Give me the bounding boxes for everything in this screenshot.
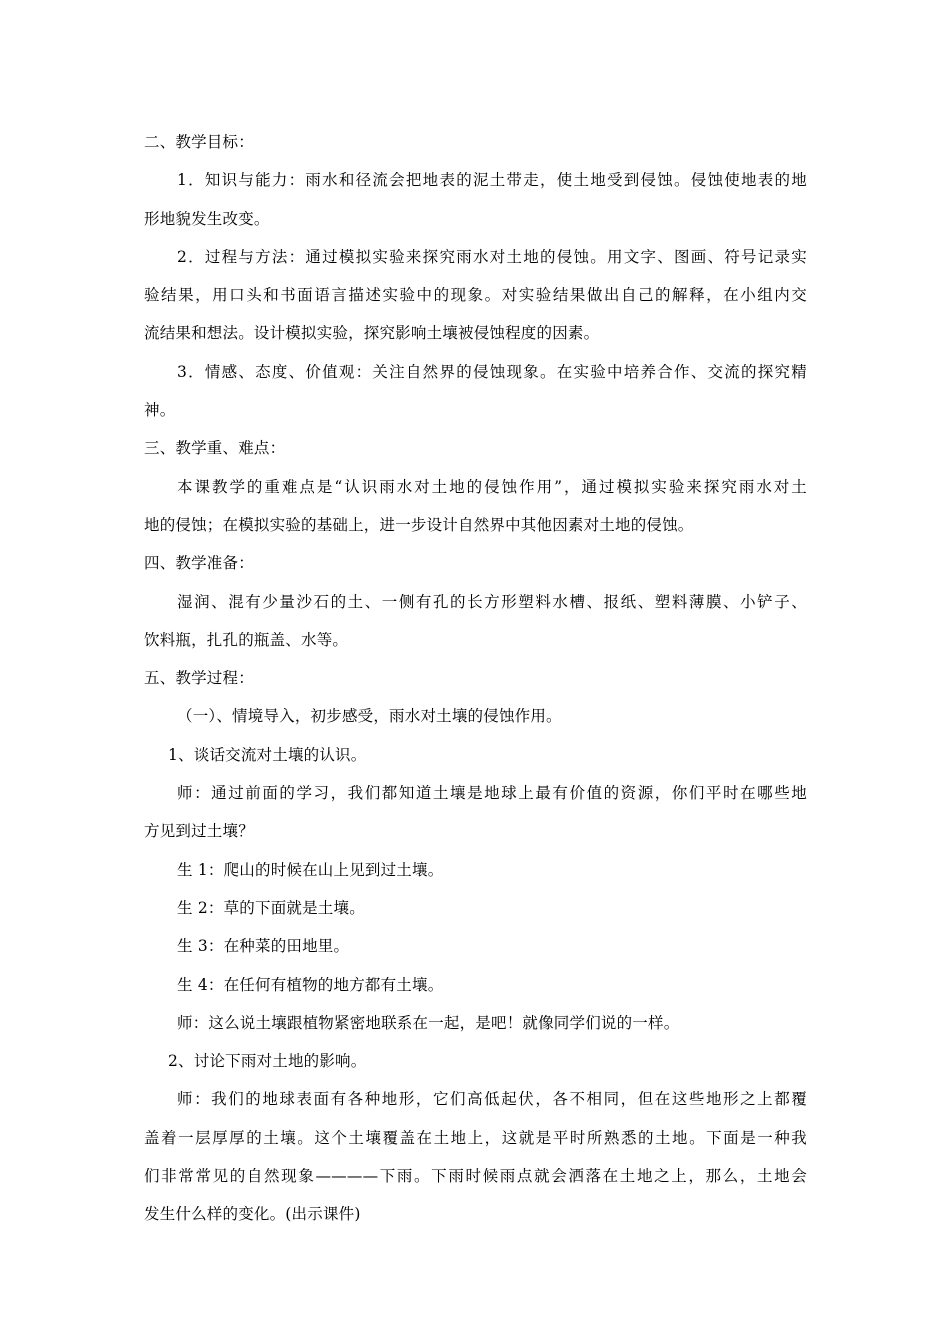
paragraph-line: 形地貌发生改变。 bbox=[144, 209, 270, 228]
paragraph-line: 流结果和想法。设计模拟实验，探究影响土壤被侵蚀程度的因素。 bbox=[144, 324, 600, 343]
dialogue-line: 生 4：在任何有植物的地方都有土壤。 bbox=[177, 975, 444, 994]
dialogue-line: 生 3：在种菜的田地里。 bbox=[177, 937, 350, 956]
paragraph-line: 盖着一层厚厚的土壤。这个土壤覆盖在土地上，这就是平时所熟悉的土地。下面是一种我 bbox=[144, 1128, 807, 1147]
subheading-line: 1、谈话交流对土壤的认识。 bbox=[168, 745, 367, 764]
heading-preparation: 四、教学准备： bbox=[144, 554, 254, 573]
paragraph-line: 湿润、混有少量沙石的土、一侧有孔的长方形塑料水槽、报纸、塑料薄膜、小铲子、 bbox=[177, 592, 807, 611]
subheading-line: 2、讨论下雨对土地的影响。 bbox=[168, 1052, 367, 1071]
heading-process: 五、教学过程： bbox=[144, 669, 254, 688]
document-body bbox=[144, 123, 807, 1234]
paragraph-line: 1．知识与能力：雨水和径流会把地表的泥土带走，使土地受到侵蚀。侵蚀使地表的地 bbox=[177, 171, 807, 190]
paragraph-line: 们非常常见的自然现象————下雨。下雨时候雨点就会洒落在土地之上，那么，土地会 bbox=[144, 1167, 807, 1186]
paragraph-line: 发生什么样的变化。(出示课件) bbox=[144, 1205, 361, 1224]
paragraph-line: 师：我们的地球表面有各种地形，它们高低起伏，各不相同，但在这些地形之上都覆 bbox=[177, 1090, 807, 1109]
dialogue-line: 师：这么说土壤跟植物紧密地联系在一起，是吧！就像同学们说的一样。 bbox=[177, 1013, 680, 1032]
subheading-line: （一）、情境导入，初步感受，雨水对土壤的侵蚀作用。 bbox=[177, 707, 562, 726]
paragraph-line: 地的侵蚀；在模拟实验的基础上，进一步设计自然界中其他因素对土地的侵蚀。 bbox=[144, 515, 694, 534]
paragraph-line: 神。 bbox=[144, 401, 176, 420]
heading-objectives: 二、教学目标： bbox=[144, 133, 254, 151]
dialogue-line: 生 1：爬山的时候在山上见到过土壤。 bbox=[177, 860, 444, 879]
paragraph-line: 本课教学的重难点是“认识雨水对土地的侵蚀作用”，通过模拟实验来探究雨水对土 bbox=[177, 477, 807, 496]
dialogue-line: 生 2：草的下面就是土壤。 bbox=[177, 898, 365, 917]
paragraph-line: 师：通过前面的学习，我们都知道土壤是地球上最有价值的资源，你们平时在哪些地 bbox=[177, 784, 807, 803]
paragraph-line: 验结果，用口头和书面语言描述实验中的现象。对实验结果做出自己的解释，在小组内交 bbox=[144, 286, 807, 305]
paragraph-line: 方见到过土壤？ bbox=[144, 822, 254, 841]
heading-key-points: 三、教学重、难点： bbox=[144, 439, 286, 458]
paragraph-line: 2．过程与方法：通过模拟实验来探究雨水对土地的侵蚀。用文字、图画、符号记录实 bbox=[177, 247, 807, 266]
paragraph-line: 饮料瓶，扎孔的瓶盖、水等。 bbox=[144, 630, 349, 649]
paragraph-line: 3．情感、态度、价值观：关注自然界的侵蚀现象。在实验中培养合作、交流的探究精 bbox=[177, 362, 807, 381]
